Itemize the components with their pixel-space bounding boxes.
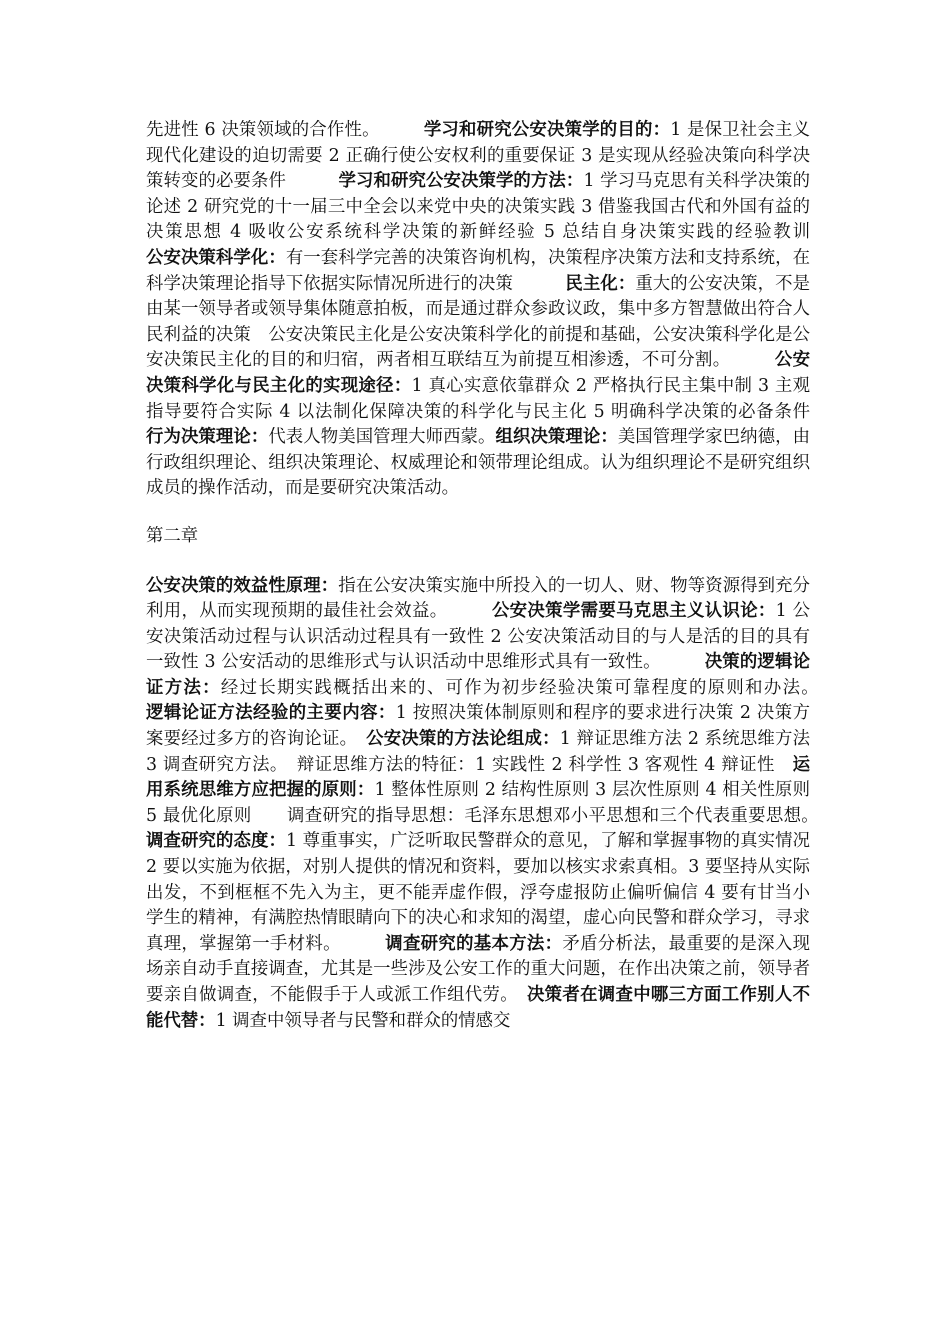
term-heading: 组织决策理论： xyxy=(495,427,618,448)
document-page xyxy=(146,118,897,1034)
chapter-heading: 第二章 xyxy=(146,525,199,546)
term-heading: 调查研究的态度： xyxy=(146,831,286,852)
term-heading: 学习和研究公安决策学的目的： xyxy=(423,120,671,140)
text-run: 指在公安决策实施中所投入的一切人、财、物等资源得到充分利用，从而实现预期的最佳社会效益。 xyxy=(146,575,810,622)
paragraph-chapter-two-notes xyxy=(146,574,845,1035)
text-run: 先进性 6 决策领域的合作性。 xyxy=(146,120,424,140)
term-heading: 公安决策的效益性原理： xyxy=(146,575,339,596)
term-heading: 公安决策科学化： xyxy=(146,247,286,268)
term-heading: 公安决策的方法论组成： xyxy=(366,729,560,750)
term-heading: 调查研究的基本方法： xyxy=(385,933,563,954)
text-run: 1 尊重事实，广泛听取民警群众的意见，了解和掌握事物的真实情况 2 要以实施为依据，对别人提供的情况和资料，要加以核实求索真相。3 要坚持从实际出发，不到框框不先入为主，更不能弄虚作假，浮夸虚报防止偏听偏信 4 要有甘当小学生的精神，有满腔热情眼睛向下的决心和求知的渴望，虚心向民警和群众学习，寻求真理，掌握第一手材料。 xyxy=(146,831,810,954)
term-heading: 公安决策学需要马克思主义认识论： xyxy=(491,601,776,622)
text-run: 1 整体性原则 2 结构性原则 3 层次性原则 4 相关性原则 5 最优化原则 调查研究的指导思想：毛泽东思想邓小平思想和三个代表重要思想。 xyxy=(146,780,845,826)
text-run: 美国管理学家巴纳德，由行政组织理论、组织决策理论、权威理论和领带理论组成。认为组织理论不是研究组织成员的操作活动，而是要研究决策活动。 xyxy=(146,427,810,499)
text-run: 重大的公安决策，不是由某一领导者或领导集体随意拍板，而是通过群众参政议政，集中多方智慧做出符合人民利益的决策 公安决策民主化是公安决策科学化的前提和基础，公安决策科学化是公安决策民主化的目的和归宿，两者相互联结互为前提互相渗透，不可分割。 xyxy=(146,273,810,371)
term-heading: 学习和研究公安决策学的方法： xyxy=(338,171,584,192)
term-heading: 民主化： xyxy=(565,273,636,294)
paragraph-chapter-one-notes xyxy=(146,118,897,502)
text-run: 1 调查中领导者与民警和群众的情感交 xyxy=(215,1010,511,1031)
text-run: 矛盾分析法，最重要的是深入现场亲自动手直接调查，尤其是一些涉及公安工作的重大问题，在作出决策之前，领导者要亲自做调查，不能假手于人或派工作组代劳。 xyxy=(146,933,810,1005)
term-heading: 行为决策理论： xyxy=(146,427,269,448)
text-run: 1 是保卫社会主义现代化建设的迫切需要 2 正确行使公安权利的重要保证 3 是实现从经验决策向科学决策转变的必要条件 xyxy=(146,120,810,192)
text-run: 1 公安决策活动过程与认识活动过程具有一致性 2 公安决策活动目的与人是活的目的具有一致性 3 公安活动的思维形式与认识活动中思维形式具有一致性。 xyxy=(146,601,810,673)
term-heading: 公安决策科学化与民主化的实现途径： xyxy=(146,350,810,396)
text-run: 1 学习马克思有关科学决策的论述 2 研究党的十一届三中全会以来党中央的决策实践 3 借鉴我国古代和外国有益的决策思想 4 吸收公安系统科学决策的新鲜经验 5 总结自身决策实践的经验教训 xyxy=(146,171,863,243)
text-run: 1 辩证思维方法 2 系统思维方法 3 调查研究方法。 辩证思维方法的特征：1 实践性 2 科学性 3 客观性 4 辩证性 xyxy=(146,729,810,775)
term-heading: 决策者在调查中哪三方面工作别人不能代替： xyxy=(146,985,810,1031)
text-run: 经过长期实践概括出来的、可作为初步经验决策可靠程度的原则和办法。 xyxy=(220,677,845,698)
text-run: 1 真心实意依靠群众 2 严格执行民主集中制 3 主观指导要符合实际 4 以法制化保障决策的科学化与民主化 5 明确科学决策的必备条件 xyxy=(146,375,897,422)
text-run: 代表人物美国管理大师西蒙。 xyxy=(268,427,496,448)
text-run: 1 按照决策体制原则和程序的要求进行决策 2 决策方案要经过多方的咨询论证。 xyxy=(146,703,810,750)
term-heading: 决策的逻辑论证方法： xyxy=(146,652,810,698)
term-heading: 运用系统思维方应把握的原则： xyxy=(146,754,810,801)
text-run: 有一套科学完善的决策咨询机构，决策程序决策方法和支持系统，在科学决策理论指导下依据实际情况所进行的决策 xyxy=(146,247,810,294)
term-heading: 逻辑论证方法经验的主要内容： xyxy=(146,703,396,724)
